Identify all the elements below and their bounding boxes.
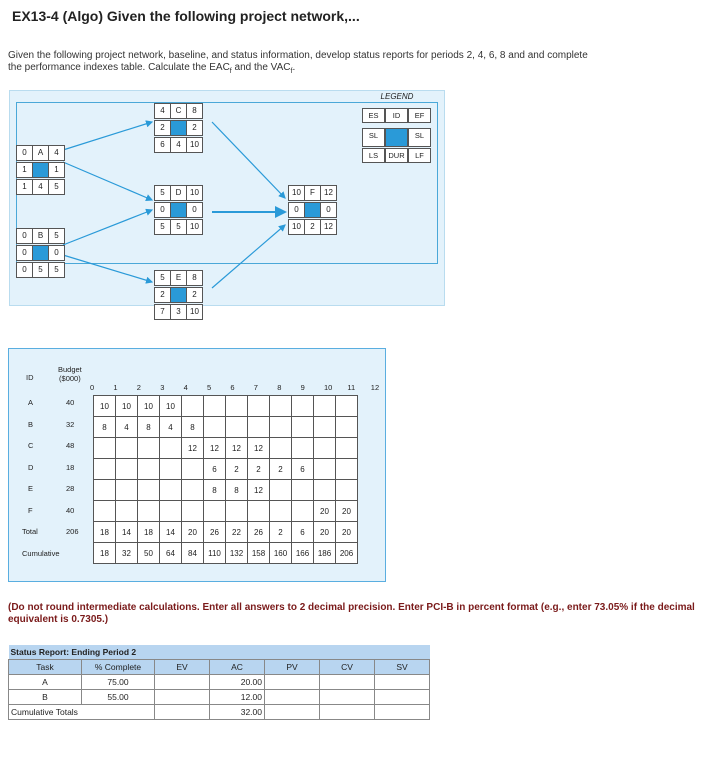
- node-e-cell: 7: [154, 304, 171, 320]
- report-row: [9, 690, 430, 705]
- node-e-cell: 8: [186, 270, 203, 286]
- period-label: 6: [230, 383, 235, 392]
- arrow-a-d: [63, 162, 152, 200]
- row-id: D: [28, 462, 34, 472]
- legend-cell: LF: [408, 148, 431, 163]
- schedule-cell: [160, 438, 182, 459]
- schedule-cell: [336, 480, 358, 501]
- row-id: F: [28, 505, 33, 515]
- period-label: 0: [90, 383, 95, 392]
- schedule-cell: 4: [160, 417, 182, 438]
- schedule-cell: 8: [94, 417, 116, 438]
- schedule-cell: 26: [248, 522, 270, 543]
- schedule-cell: 10: [160, 396, 182, 417]
- node-a-cell: 5: [48, 179, 65, 195]
- schedule-cell: [292, 396, 314, 417]
- report-header: % Complete: [82, 660, 155, 675]
- node-d-cell: 5: [170, 219, 187, 235]
- schedule-cell: [182, 459, 204, 480]
- row-budget: 40: [66, 505, 75, 515]
- node-a-cell: 1: [16, 162, 33, 178]
- report-total-row: [9, 705, 430, 720]
- report-ac: 12.00: [210, 690, 265, 705]
- schedule-cell: [94, 501, 116, 522]
- report-total-ac: 32.00: [210, 705, 265, 720]
- node-d-cell: 5: [154, 185, 171, 201]
- node-b-cell: 5: [48, 262, 65, 278]
- cv-input[interactable]: [320, 690, 375, 705]
- schedule-cell: 50: [138, 543, 160, 564]
- schedule-cell: 206: [336, 543, 358, 564]
- schedule-cell: 84: [182, 543, 204, 564]
- node-f-cell: 12: [320, 185, 337, 201]
- arrow-b-e: [63, 255, 152, 282]
- node-e-cell: 3: [170, 304, 187, 320]
- period-label: 2: [136, 383, 141, 392]
- schedule-cell: [160, 480, 182, 501]
- report-header: EV: [155, 660, 210, 675]
- schedule-cell: 158: [248, 543, 270, 564]
- schedule-cell: 18: [94, 522, 116, 543]
- legend-cell: DUR: [385, 148, 408, 163]
- schedule-cell: 8: [204, 480, 226, 501]
- node-f-cell: 12: [320, 219, 337, 235]
- node-a-cell: 4: [32, 179, 49, 195]
- schedule-cell: 166: [292, 543, 314, 564]
- schedule-cell: 6: [204, 459, 226, 480]
- period-label: 12: [370, 383, 380, 392]
- row-budget: 40: [66, 398, 75, 407]
- row-id: A: [28, 398, 34, 407]
- schedule-cell: 132: [226, 543, 248, 564]
- node-f-cell: F: [304, 185, 321, 201]
- node-a-cell: 1: [48, 162, 65, 178]
- schedule-cell: 32: [116, 543, 138, 564]
- schedule-cell: 14: [116, 522, 138, 543]
- report-header: Task: [9, 660, 82, 675]
- schedule-cell: [248, 417, 270, 438]
- row-budget: 18: [66, 462, 75, 472]
- schedule-cell: [314, 480, 336, 501]
- schedule-cell: [160, 501, 182, 522]
- schedule-cell: 10: [94, 396, 116, 417]
- schedule-cell: 20: [182, 522, 204, 543]
- schedule-row: [94, 501, 358, 522]
- schedule-cell: [292, 480, 314, 501]
- node-f-cell: 10: [288, 185, 305, 201]
- row-budget: 32: [66, 419, 75, 429]
- schedule-cell: [226, 417, 248, 438]
- schedule-cell: [138, 480, 160, 501]
- schedule-cell: [204, 417, 226, 438]
- schedule-cell: [138, 438, 160, 459]
- schedule-cell: 12: [248, 480, 270, 501]
- cv-total-input[interactable]: [320, 705, 375, 720]
- schedule-cell: [336, 417, 358, 438]
- schedule-cell: [94, 480, 116, 501]
- schedule-cell: [292, 417, 314, 438]
- node-e-cell: E: [170, 270, 187, 286]
- schedule-cell: [248, 501, 270, 522]
- arrow-e-f: [212, 225, 285, 288]
- arrow-c-f: [212, 122, 285, 198]
- row-id: C: [28, 441, 34, 450]
- node-b-cell: [32, 245, 49, 261]
- period-label: 11: [347, 383, 356, 392]
- node-e-cell: 2: [186, 287, 203, 303]
- node-a-cell: A: [32, 145, 49, 161]
- node-d-cell: 0: [154, 202, 171, 218]
- schedule-cell: [116, 501, 138, 522]
- schedule-cell: 20: [336, 522, 358, 543]
- schedule-cell: 6: [292, 522, 314, 543]
- legend-cell: SL: [362, 128, 385, 147]
- schedule-cell: 26: [204, 522, 226, 543]
- node-f-cell: 0: [288, 202, 305, 218]
- budget-header: Budget ($000): [58, 365, 82, 383]
- schedule-cell: [270, 501, 292, 522]
- node-a-cell: [32, 162, 49, 178]
- row-id: B: [28, 419, 34, 429]
- row-id: Cumulative: [22, 548, 60, 558]
- node-b-cell: 5: [48, 228, 65, 244]
- schedule-cell: [138, 501, 160, 522]
- schedule-cell: 6: [292, 459, 314, 480]
- schedule-cell: 8: [182, 417, 204, 438]
- schedule-cell: 186: [314, 543, 336, 564]
- legend-title: LEGEND: [380, 92, 414, 101]
- row-budget: 206: [66, 527, 79, 536]
- node-e-cell: [170, 287, 187, 303]
- schedule-cell: [226, 501, 248, 522]
- schedule-cell: 12: [204, 438, 226, 459]
- node-c-cell: 2: [154, 120, 171, 136]
- node-e-cell: 10: [186, 304, 203, 320]
- schedule-cell: 18: [94, 543, 116, 564]
- problem-statement: Given the following project network, baseline, and status information, develop status reports for periods 2, 4, 6, 8 and and complete the performance indexes table. Calculate the $EAC_f$ and the $VAC_f$.: [8, 50, 588, 75]
- row-budget: 48: [66, 441, 75, 450]
- schedule-row: [94, 522, 358, 543]
- schedule-cell: 2: [226, 459, 248, 480]
- schedule-cell: [116, 438, 138, 459]
- report-header: AC: [210, 660, 265, 675]
- schedule-cell: 160: [270, 543, 292, 564]
- pv-total-input[interactable]: [265, 705, 320, 720]
- node-b-cell: 0: [16, 262, 33, 278]
- legend-cell: SL: [408, 128, 431, 147]
- schedule-cell: 2: [270, 459, 292, 480]
- schedule-row: [94, 543, 358, 564]
- schedule-row: [94, 480, 358, 501]
- arrow-b-d: [63, 210, 152, 245]
- period-label: 4: [183, 383, 188, 392]
- schedule-cell: [138, 459, 160, 480]
- node-b-cell: 0: [16, 228, 33, 244]
- schedule-cell: 22: [226, 522, 248, 543]
- schedule-cell: [270, 417, 292, 438]
- report-pct: 75.00: [82, 675, 155, 690]
- legend-cell: ID: [385, 108, 408, 123]
- report-header: SV: [375, 660, 430, 675]
- schedule-cell: 12: [182, 438, 204, 459]
- schedule-cell: [226, 396, 248, 417]
- period-label: 1: [113, 383, 118, 392]
- schedule-cell: [182, 396, 204, 417]
- period-label: 7: [253, 383, 258, 392]
- legend-cell: [385, 128, 408, 147]
- node-b-cell: 0: [48, 245, 65, 261]
- arrow-a-c: [63, 122, 152, 150]
- report-row: [9, 675, 430, 690]
- node-f-cell: 2: [304, 219, 321, 235]
- sv-input[interactable]: [375, 675, 430, 690]
- schedule-cell: 8: [138, 417, 160, 438]
- id-header: ID: [26, 373, 34, 382]
- schedule-cell: 10: [138, 396, 160, 417]
- schedule-cell: [182, 480, 204, 501]
- node-c-cell: 6: [154, 137, 171, 153]
- schedule-cell: [336, 459, 358, 480]
- schedule-cell: [204, 501, 226, 522]
- ev-input[interactable]: [155, 675, 210, 690]
- schedule-cell: 20: [314, 522, 336, 543]
- schedule-cell: 12: [248, 438, 270, 459]
- period-label: 3: [160, 383, 165, 392]
- period-label: 5: [207, 383, 212, 392]
- node-f-cell: [304, 202, 321, 218]
- node-b-cell: 0: [16, 245, 33, 261]
- report-header: PV: [265, 660, 320, 675]
- node-d-cell: 10: [186, 185, 203, 201]
- node-c-cell: 4: [154, 103, 171, 119]
- period-label: 8: [277, 383, 282, 392]
- node-d-cell: 5: [154, 219, 171, 235]
- period-label: 10: [324, 383, 333, 392]
- node-e-cell: 2: [154, 287, 171, 303]
- schedule-cell: 20: [336, 501, 358, 522]
- node-f-cell: 10: [288, 219, 305, 235]
- node-a-cell: 0: [16, 145, 33, 161]
- node-d-cell: 10: [186, 219, 203, 235]
- report-pct: 55.00: [82, 690, 155, 705]
- pv-input[interactable]: [265, 675, 320, 690]
- schedule-cell: 20: [314, 501, 336, 522]
- schedule-cell: [314, 459, 336, 480]
- schedule-cell: 2: [270, 522, 292, 543]
- row-id: E: [28, 484, 34, 493]
- node-e-cell: 5: [154, 270, 171, 286]
- instructions-note: (Do not round intermediate calculations. Enter all answers to 2 decimal precision. Enter PCI-B in percent format (e.g., enter 73.05% if the decimal equivalent is 0.7305.): [8, 602, 695, 625]
- schedule-cell: 12: [226, 438, 248, 459]
- cv-input[interactable]: [320, 675, 375, 690]
- schedule-cell: 10: [116, 396, 138, 417]
- ev-total-input[interactable]: [155, 705, 210, 720]
- schedule-cell: [336, 438, 358, 459]
- schedule-cell: [292, 438, 314, 459]
- pv-input[interactable]: [265, 690, 320, 705]
- node-c-cell: 2: [186, 120, 203, 136]
- legend-cell: ES: [362, 108, 385, 123]
- node-c-cell: 8: [186, 103, 203, 119]
- schedule-cell: 2: [248, 459, 270, 480]
- node-c-cell: C: [170, 103, 187, 119]
- schedule-cell: [336, 396, 358, 417]
- schedule-cell: 18: [138, 522, 160, 543]
- schedule-cell: [160, 459, 182, 480]
- schedule-cell: [94, 438, 116, 459]
- schedule-cell: [314, 438, 336, 459]
- schedule-cell: [116, 459, 138, 480]
- schedule-cell: [270, 438, 292, 459]
- node-c-cell: 4: [170, 137, 187, 153]
- report-task: B: [9, 690, 82, 705]
- schedule-grid: [93, 395, 358, 564]
- node-b-cell: B: [32, 228, 49, 244]
- page-title: EX13-4 (Algo) Given the following project network,...: [12, 8, 360, 24]
- node-a-cell: 4: [48, 145, 65, 161]
- report-header: CV: [320, 660, 375, 675]
- report-title: Status Report: Ending Period 2: [9, 645, 430, 660]
- node-d-cell: D: [170, 185, 187, 201]
- legend-cell: EF: [408, 108, 431, 123]
- ev-input[interactable]: [155, 690, 210, 705]
- schedule-cell: [182, 501, 204, 522]
- schedule-cell: [270, 396, 292, 417]
- schedule-cell: [314, 417, 336, 438]
- schedule-cell: [248, 396, 270, 417]
- period-label: 9: [300, 383, 305, 392]
- status-report-table: [8, 645, 430, 720]
- schedule-cell: 4: [116, 417, 138, 438]
- row-budget: 28: [66, 484, 75, 493]
- schedule-cell: 8: [226, 480, 248, 501]
- schedule-cell: 110: [204, 543, 226, 564]
- schedule-row: [94, 396, 358, 417]
- node-a-cell: 1: [16, 179, 33, 195]
- sv-input[interactable]: [375, 690, 430, 705]
- node-c-cell: [170, 120, 187, 136]
- node-d-cell: [170, 202, 187, 218]
- report-total-label: Cumulative Totals: [9, 705, 155, 720]
- schedule-cell: [94, 459, 116, 480]
- node-f-cell: 0: [320, 202, 337, 218]
- report-task: A: [9, 675, 82, 690]
- schedule-cell: [116, 480, 138, 501]
- schedule-row: [94, 417, 358, 438]
- schedule-cell: [270, 480, 292, 501]
- report-ac: 20.00: [210, 675, 265, 690]
- schedule-cell: 14: [160, 522, 182, 543]
- legend-cell: LS: [362, 148, 385, 163]
- node-d-cell: 0: [186, 202, 203, 218]
- schedule-row: [94, 438, 358, 459]
- schedule-cell: [204, 396, 226, 417]
- schedule-cell: [292, 501, 314, 522]
- schedule-cell: 64: [160, 543, 182, 564]
- sv-total-input[interactable]: [375, 705, 430, 720]
- schedule-cell: [314, 396, 336, 417]
- node-c-cell: 10: [186, 137, 203, 153]
- row-id: Total: [22, 527, 38, 536]
- node-b-cell: 5: [32, 262, 49, 278]
- schedule-row: [94, 459, 358, 480]
